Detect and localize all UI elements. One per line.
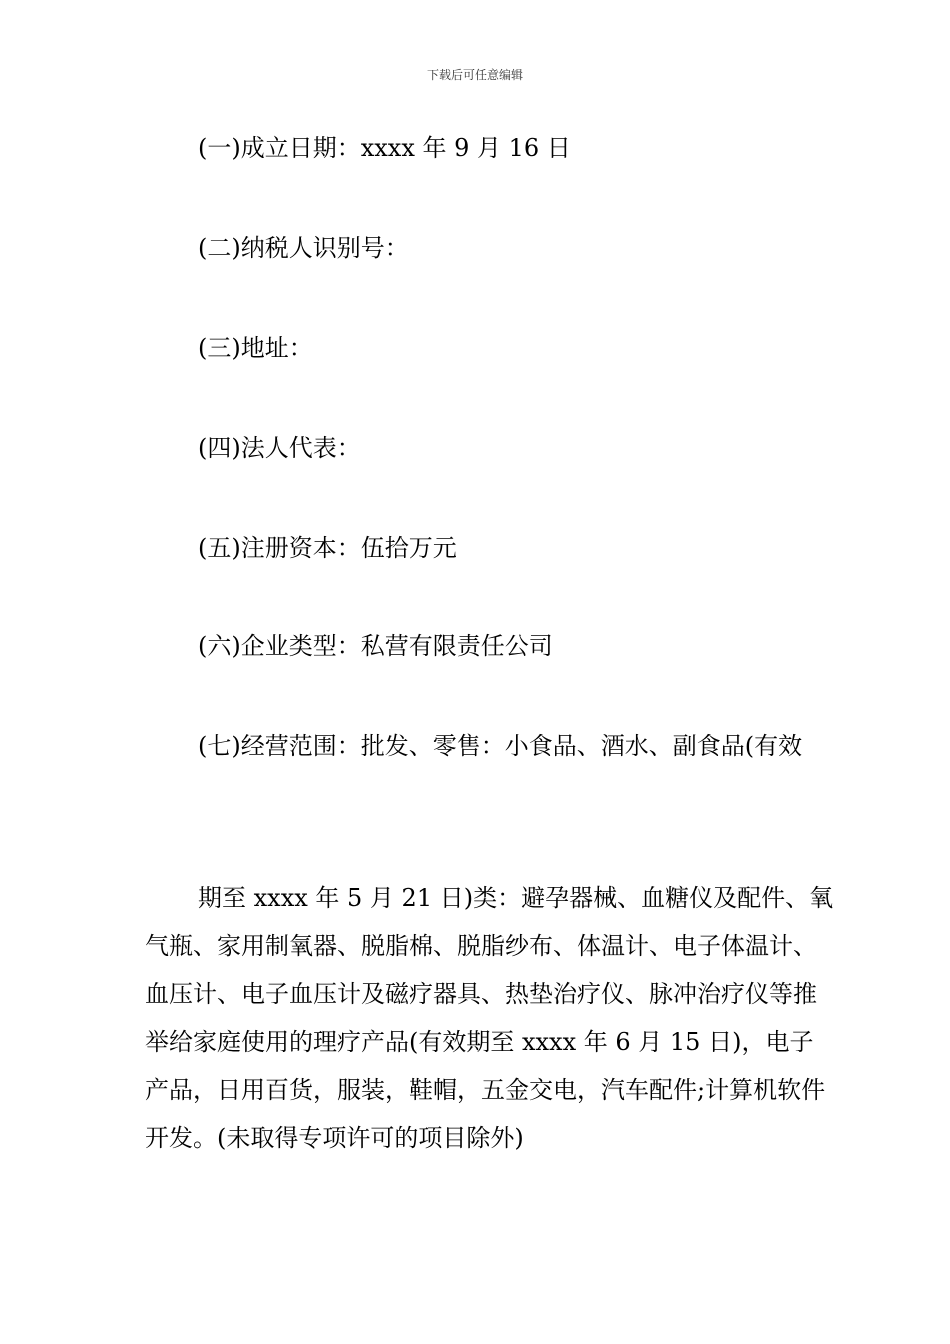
item-establish-date: (一)成立日期：xxxx 年 9 月 16 日 [198,134,571,162]
business-scope-text-2: 期至 xxxx 年 5 月 21 日)类：避孕器械、血糖仪及配件、氧气瓶、家用制氧器、脱脂棉、脱脂纱布、体温计、电子体温计、血压计、电子血压计及磁疗器具、热垫治疗仪、脉冲治疗仪等推举给家庭使用的理疗产品(有效期至 xxxx 年 6 月 15 日)，电子产品，日用百货，服装，鞋帽，五金交电，汽车配件;计算机软件开发。(未取得专项许可的项目除外) [145,884,834,1152]
item-address: (三)地址： [198,334,313,362]
item-legal-representative: (四)法人代表： [198,434,361,462]
header-note: 下载后可任意编辑 [426,68,523,82]
business-scope-paragraph-1 [145,722,835,770]
business-scope-text-1: (七)经营范围：批发、零售：小食品、酒水、副食品(有效 [198,732,803,760]
item-registered-capital: (五)注册资本：伍拾万元 [198,534,457,562]
item-taxpayer-id: (二)纳税人识别号： [198,234,409,262]
item-company-type: (六)企业类型：私营有限责任公司 [198,632,553,660]
business-scope-paragraph-2 [145,874,835,1162]
